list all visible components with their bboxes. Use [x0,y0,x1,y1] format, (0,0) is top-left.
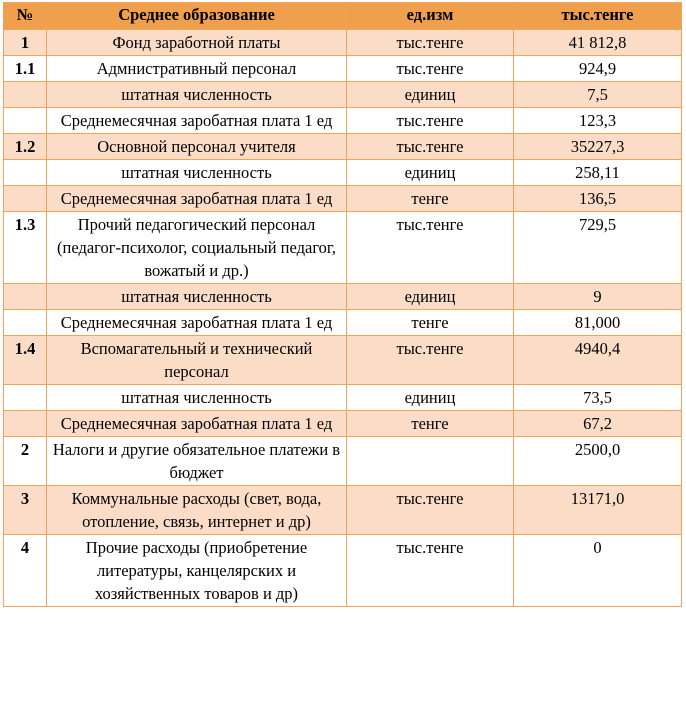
header-value: тыс.тенге [514,3,682,30]
table-row [4,310,682,336]
row-unit: единиц [347,284,514,310]
row-unit: тыс.тенге [347,108,514,134]
row-unit: единиц [347,160,514,186]
table-row [4,30,682,56]
table-row [4,82,682,108]
row-name: штатная численность [47,160,347,186]
row-unit: тыс.тенге [347,134,514,160]
row-name: Прочий педагогический персонал (педагог-психолог, социальный педагог, вожатый и др.) [47,212,347,284]
table-row [4,108,682,134]
row-value: 81,000 [514,310,682,336]
row-unit: единиц [347,385,514,411]
row-value: 13171,0 [514,486,682,535]
table-row [4,160,682,186]
row-name: Адмнистративный персонал [47,56,347,82]
row-value: 123,3 [514,108,682,134]
row-num [4,186,47,212]
row-num: 1.2 [4,134,47,160]
row-name: Основной персонал учителя [47,134,347,160]
row-num [4,108,47,134]
row-unit: тыс.тенге [347,30,514,56]
row-value: 2500,0 [514,437,682,486]
header-unit: ед.изм [347,3,514,30]
row-num [4,385,47,411]
row-value: 35227,3 [514,134,682,160]
row-unit: тыс.тенге [347,336,514,385]
table-row [4,437,682,486]
row-num: 2 [4,437,47,486]
table-row [4,186,682,212]
row-num [4,284,47,310]
row-value: 73,5 [514,385,682,411]
row-num: 1 [4,30,47,56]
budget-table [3,2,682,607]
row-num [4,82,47,108]
row-unit: тенге [347,310,514,336]
row-unit: тыс.тенге [347,212,514,284]
row-value: 0 [514,535,682,607]
row-value: 729,5 [514,212,682,284]
row-num: 4 [4,535,47,607]
row-name: Среднемесячная заробатная плата 1 ед [47,186,347,212]
row-name: Прочие расходы (приобретение литературы, канцелярских и хозяйственных товаров и др) [47,535,347,607]
row-num [4,310,47,336]
row-unit: тенге [347,411,514,437]
row-num [4,411,47,437]
row-unit: тенге [347,186,514,212]
row-value: 924,9 [514,56,682,82]
table-row [4,385,682,411]
table-row [4,134,682,160]
header-num: № [4,3,47,30]
row-value: 4940,4 [514,336,682,385]
row-unit: тыс.тенге [347,535,514,607]
table-row [4,486,682,535]
row-value: 258,11 [514,160,682,186]
row-num: 1.1 [4,56,47,82]
row-name: Среднемесячная заробатная плата 1 ед [47,411,347,437]
row-unit: единиц [347,82,514,108]
table-row [4,284,682,310]
row-name: штатная численность [47,284,347,310]
row-name: Коммунальные расходы (свет, вода, отопление, связь, интернет и др) [47,486,347,535]
header-row [4,3,682,30]
row-unit: тыс.тенге [347,56,514,82]
row-name: Среднемесячная заробатная плата 1 ед [47,108,347,134]
row-unit: тыс.тенге [347,486,514,535]
table-row [4,535,682,607]
row-name: штатная численность [47,385,347,411]
table-row [4,411,682,437]
row-unit [347,437,514,486]
row-num: 1.3 [4,212,47,284]
row-value: 136,5 [514,186,682,212]
row-name: Среднемесячная заробатная плата 1 ед [47,310,347,336]
table-row [4,336,682,385]
row-name: штатная численность [47,82,347,108]
row-value: 9 [514,284,682,310]
row-num: 3 [4,486,47,535]
row-num: 1.4 [4,336,47,385]
row-value: 67,2 [514,411,682,437]
row-value: 7,5 [514,82,682,108]
row-value: 41 812,8 [514,30,682,56]
table-row [4,212,682,284]
table-row [4,56,682,82]
row-name: Налоги и другие обязательное платежи в бюджет [47,437,347,486]
row-num [4,160,47,186]
row-name: Фонд заработной платы [47,30,347,56]
row-name: Вспомагательный и технический персонал [47,336,347,385]
table-body [4,30,682,607]
header-name: Среднее образование [47,3,347,30]
